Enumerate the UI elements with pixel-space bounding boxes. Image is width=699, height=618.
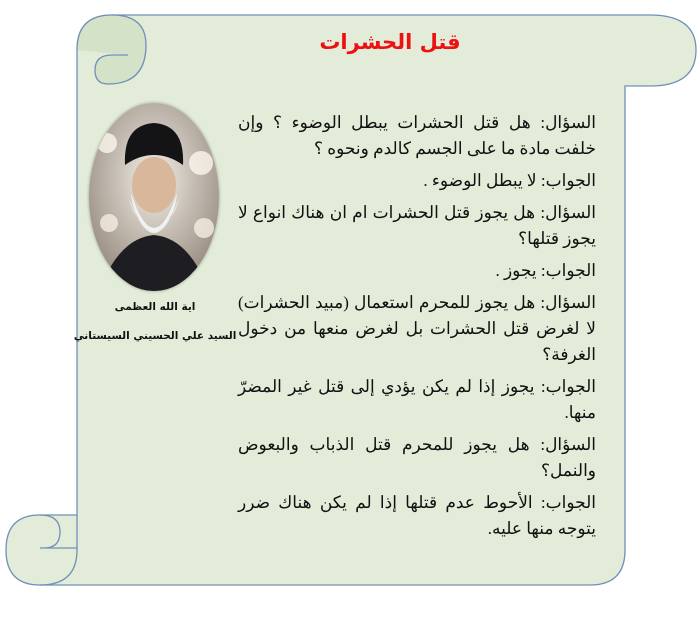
qa-text: هل يجوز قتل الحشرات ام ان هناك انواع لا يجوز قتلها؟ [238,203,596,248]
qa-text: هل قتل الحشرات يبطل الوضوء ؟ وإن خلفت مادة ما على الجسم كالدم ونحوه ؟ [238,113,596,158]
qa-prefix: الجواب: [540,377,596,396]
question [238,432,596,484]
answer [238,258,596,284]
page-title: قتل الحشرات [319,30,461,54]
question [238,110,596,162]
qa-prefix: الجواب: [540,261,596,280]
qa-text: هل يجوز للمحرم قتل الذباب والبعوض والنمل؟ [238,435,596,480]
portrait-caption-title: اية الله العظمى [114,301,196,313]
qa-text: لا يبطل الوضوء . [423,171,537,190]
qa-list [238,110,596,548]
qa-prefix: السؤال: [540,113,597,132]
qa-text: يجوز . [495,261,537,280]
qa-text: هل يجوز للمحرم استعمال (مبيد الحشرات) لا لغرض قتل الحشرات بل لغرض منعها من دخول الغرفة؟ [238,293,596,364]
portrait-caption-name: السيد علي الحسيني السيستاني [73,330,237,342]
answer [238,168,596,194]
qa-prefix: السؤال: [540,293,597,312]
qa-text: يجوز إذا لم يكن يؤدي إلى قتل غير المضرّ منها. [238,377,596,422]
qa-prefix: السؤال: [540,203,597,222]
qa-prefix: السؤال: [540,435,597,454]
answer [238,374,596,426]
qa-prefix: الجواب: [540,171,596,190]
question [238,290,596,368]
qa-text: الأحوط عدم قتلها إذا لم يكن هناك ضرر يتوجه منها عليه. [238,493,596,538]
qa-prefix: الجواب: [540,493,596,512]
portrait-image [89,103,219,291]
answer [238,490,596,542]
question [238,200,596,252]
